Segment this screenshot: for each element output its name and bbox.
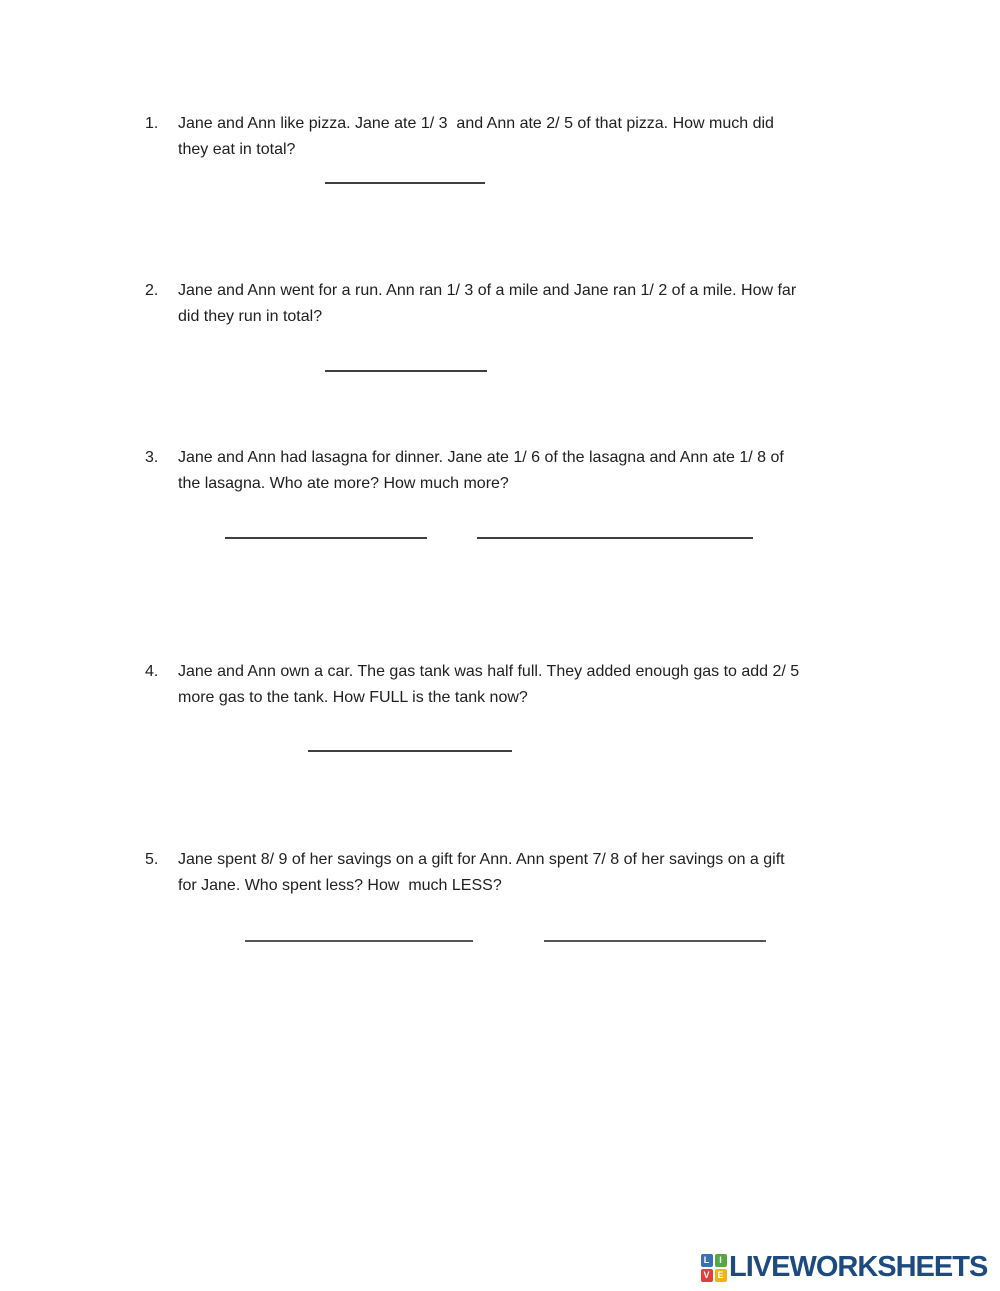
question-1-number: 1. bbox=[145, 115, 159, 132]
question-2-line-1: Jane and Ann went for a run. Ann ran 1/ 3 of a mile and Jane ran 1/ 2 of a mile. How far bbox=[178, 282, 797, 299]
liveworksheets-wordmark: LIVEWORKSHEETS bbox=[729, 1251, 988, 1283]
question-2 bbox=[145, 278, 885, 330]
answer-blank-4[interactable] bbox=[308, 737, 512, 752]
liveworksheets-logo[interactable] bbox=[700, 1252, 987, 1283]
question-4-line-2: more gas to the tank. How FULL is the tank now? bbox=[178, 689, 528, 706]
question-2-number: 2. bbox=[145, 282, 159, 299]
answer-blank-5b[interactable] bbox=[544, 927, 766, 942]
question-3-line-2: the lasagna. Who ate more? How much more? bbox=[178, 475, 509, 492]
question-5-text bbox=[178, 847, 785, 899]
answer-blank-3a[interactable] bbox=[225, 524, 427, 539]
question-1-line-2: they eat in total? bbox=[178, 141, 296, 158]
tile-l-icon: L bbox=[701, 1254, 713, 1267]
tile-e-icon: E bbox=[715, 1269, 727, 1282]
question-1 bbox=[145, 111, 885, 163]
answer-blank-3b[interactable] bbox=[477, 524, 753, 539]
answer-blank-2[interactable] bbox=[325, 357, 487, 372]
question-2-line-2: did they run in total? bbox=[178, 308, 323, 325]
question-1-text bbox=[178, 111, 774, 163]
question-3-line-1: Jane and Ann had lasagna for dinner. Jane ate 1/ 6 of the lasagna and Ann ate 1/ 8 of bbox=[178, 449, 784, 466]
question-5-line-1: Jane spent 8/ 9 of her savings on a gift for Ann. Ann spent 7/ 8 of her savings on a gift bbox=[178, 851, 785, 868]
question-4-text bbox=[178, 659, 799, 711]
tile-i-icon: I bbox=[715, 1254, 727, 1267]
question-4-line-1: Jane and Ann own a car. The gas tank was half full. They added enough gas to add 2/ 5 bbox=[178, 663, 800, 680]
question-5-line-2: for Jane. Who spent less? How much LESS? bbox=[178, 877, 502, 894]
question-5 bbox=[145, 847, 885, 899]
question-3 bbox=[145, 445, 885, 497]
question-3-number: 3. bbox=[145, 449, 159, 466]
question-4-number: 4. bbox=[145, 663, 159, 680]
question-5-number: 5. bbox=[145, 851, 159, 868]
answer-blank-1[interactable] bbox=[325, 169, 485, 184]
tile-v-icon: V bbox=[701, 1269, 713, 1282]
question-2-text bbox=[178, 278, 796, 330]
answer-blank-5a[interactable] bbox=[245, 927, 473, 942]
question-4 bbox=[145, 659, 885, 711]
question-3-text bbox=[178, 445, 784, 497]
liveworksheets-tiles-icon bbox=[700, 1252, 727, 1283]
question-1-line-1: Jane and Ann like pizza. Jane ate 1/ 3 and Ann ate 2/ 5 of that pizza. How much did bbox=[178, 115, 774, 132]
